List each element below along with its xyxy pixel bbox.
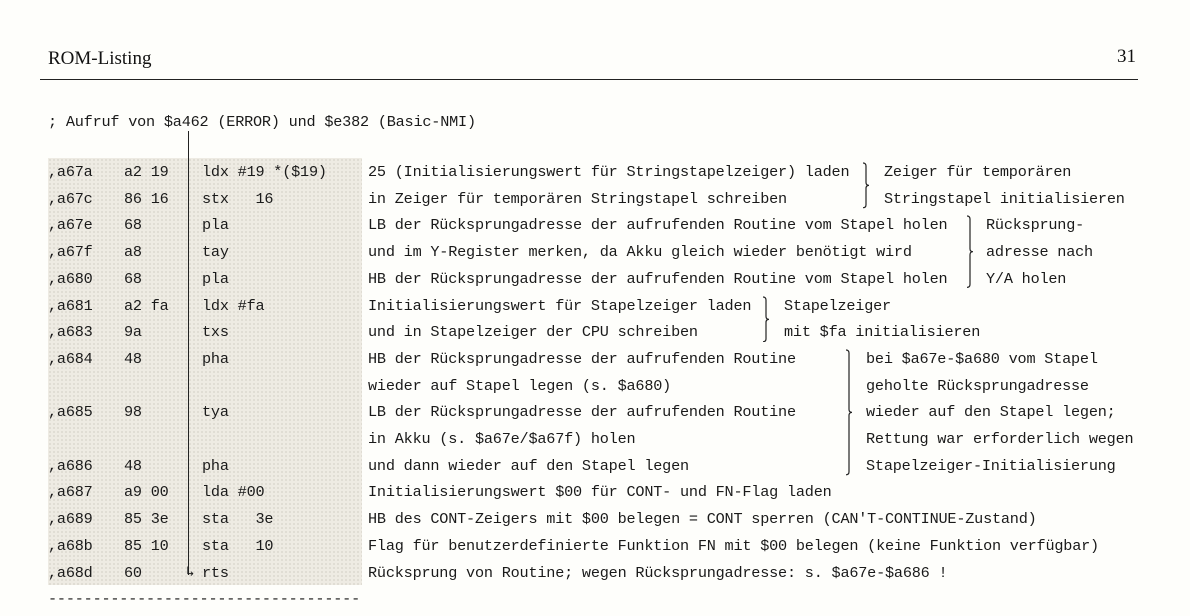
running-header-title: ROM-Listing [48,48,152,69]
row-mnemonic: pla [202,216,229,234]
right-brace-icon [762,296,772,343]
row-opcode-bytes: 98 [124,403,142,421]
row-opcode-bytes: 85 10 [124,537,169,555]
right-brace-icon [966,215,976,288]
row-description: HB der Rücksprungadresse der aufrufenden Routine [368,350,796,368]
row-opcode-bytes: 48 [124,350,142,368]
row-opcode-bytes: 48 [124,457,142,475]
row-opcode-bytes: 68 [124,270,142,288]
row-mnemonic: lda #00 [202,483,265,501]
row-address: ,a686 [48,457,93,475]
row-description: HB des CONT-Zeigers mit $00 belegen = CONT sperren (CAN'T-CONTINUE-Zustand) [368,510,1037,528]
row-address: ,a689 [48,510,93,528]
row-mnemonic: sta 3e [202,510,274,528]
row-address: ,a67c [48,190,93,208]
header-rule [40,79,1138,80]
row-description: in Zeiger für temporären Stringstapel schreiben [368,190,787,208]
row-description: 25 (Initialisierungswert für Stringstapelzeiger) laden [368,163,850,181]
row-opcode-bytes: a8 [124,243,142,261]
brace-note-line: bei $a67e-$a680 vom Stapel [866,350,1098,368]
row-description: und in Stapelzeiger der CPU schreiben [368,323,698,341]
row-address: ,a683 [48,323,93,341]
page-number: 31 [1117,46,1136,67]
row-address: ,a687 [48,483,93,501]
row-address: ,a684 [48,350,93,368]
brace-note-line: Rettung war erforderlich wegen [866,430,1134,448]
row-mnemonic: tya [202,403,229,421]
brace-note-line: adresse nach [986,243,1093,261]
right-brace-icon [845,349,855,476]
brace-note-line: Stapelzeiger [784,297,891,315]
row-description: und im Y-Register merken, da Akku gleich wieder benötigt wird [368,243,912,261]
row-opcode-bytes: a9 00 [124,483,169,501]
row-description: LB der Rücksprungadresse der aufrufenden Routine vom Stapel holen [368,216,948,234]
end-separator: ----------------------------------- [48,590,360,608]
row-opcode-bytes: 86 16 [124,190,169,208]
brace-note-line: Zeiger für temporären [884,163,1072,181]
row-description: und dann wieder auf den Stapel legen [368,457,689,475]
row-description: Initialisierungswert $00 für CONT- und FN-Flag laden [368,483,832,501]
row-mnemonic: pha [202,457,229,475]
row-address: ,a68d [48,564,93,582]
row-address: ,a681 [48,297,93,315]
row-address: ,a67a [48,163,93,181]
brace-note-line: Rücksprung- [986,216,1085,234]
row-mnemonic: sta 10 [202,537,274,555]
row-description: in Akku (s. $a67e/$a67f) holen [368,430,636,448]
row-mnemonic: pla [202,270,229,288]
row-address: ,a67e [48,216,93,234]
row-address: ,a67f [48,243,93,261]
brace-note-line: mit $fa initialisieren [784,323,981,341]
row-opcode-bytes: 60 [124,564,142,582]
row-opcode-bytes: a2 19 [124,163,169,181]
right-brace-icon [862,162,872,209]
brace-note-line: wieder auf den Stapel legen; [866,403,1116,421]
row-address: ,a680 [48,270,93,288]
row-description: HB der Rücksprungadresse der aufrufenden Routine vom Stapel holen [368,270,948,288]
row-mnemonic: tay [202,243,229,261]
row-mnemonic: ldx #fa [202,297,265,315]
row-description: Flag für benutzerdefinierte Funktion FN mit $00 belegen (keine Funktion verfügbar) [368,537,1099,555]
row-description: LB der Rücksprungadresse der aufrufenden Routine [368,403,796,421]
row-mnemonic: rts [202,564,229,582]
row-mnemonic: txs [202,323,229,341]
row-description: Rücksprung von Routine; wegen Rücksprungadresse: s. $a67e-$a686 ! [368,564,948,582]
row-opcode-bytes: 9a [124,323,142,341]
brace-note-line: Stapelzeiger-Initialisierung [866,457,1116,475]
row-description: Initialisierungswert für Stapelzeiger laden [368,297,752,315]
row-description: wieder auf Stapel legen (s. $a680) [368,377,672,395]
return-arrow-icon: ↳ [186,565,195,581]
row-mnemonic: ldx #19 *($19) [202,163,327,181]
row-mnemonic: pha [202,350,229,368]
brace-note-line: geholte Rücksprungadresse [866,377,1089,395]
row-address: ,a685 [48,403,93,421]
row-mnemonic: stx 16 [202,190,274,208]
listing-comment: ; Aufruf von $a462 (ERROR) und $e382 (Basic-NMI) [48,113,476,131]
brace-note-line: Y/A holen [986,270,1067,288]
row-address: ,a68b [48,537,93,555]
flow-line [188,131,189,575]
brace-note-line: Stringstapel initialisieren [884,190,1125,208]
row-opcode-bytes: a2 fa [124,297,169,315]
row-opcode-bytes: 68 [124,216,142,234]
row-opcode-bytes: 85 3e [124,510,169,528]
